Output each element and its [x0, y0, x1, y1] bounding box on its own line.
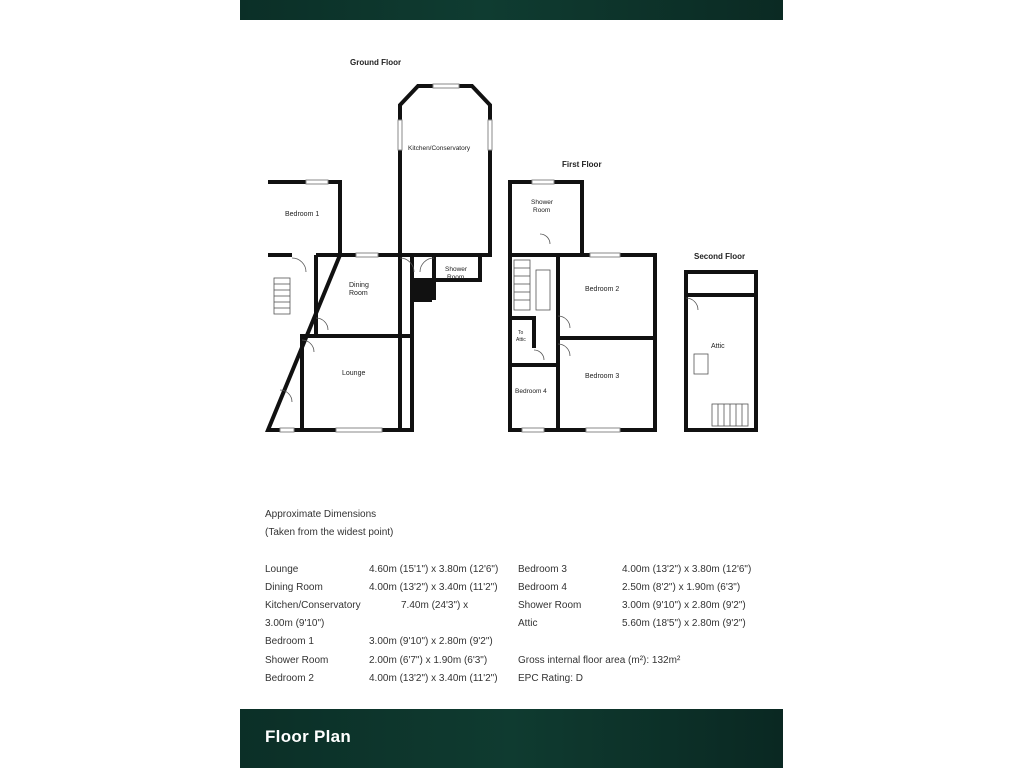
dim-left-name: Shower Room: [265, 655, 329, 666]
room-label-dining: Dining: [349, 282, 369, 289]
ground-floor-label: Ground Floor: [350, 58, 402, 67]
room-label-bedroom2: Bedroom 2: [585, 286, 620, 293]
room-label-to-attic-2: Attic: [516, 337, 526, 343]
dim-left-value: 7.40m (24'3") x: [401, 600, 469, 611]
room-label-attic: Attic: [711, 343, 725, 350]
dim-right-value: 3.00m (9'10") x 2.80m (9'2"): [622, 600, 746, 611]
dim-left-value: 3.00m (9'10") x 2.80m (9'2"): [369, 636, 493, 647]
first-floor-label: First Floor: [562, 160, 602, 169]
footer-banner: [240, 709, 783, 768]
dim-left-value: 4.00m (13'2") x 3.40m (11'2"): [369, 673, 498, 684]
dimensions-heading: Approximate Dimensions: [265, 509, 377, 520]
dim-left-value: 4.00m (13'2") x 3.40m (11'2"): [369, 582, 498, 593]
dim-left-value: 2.00m (6'7") x 1.90m (6'3"): [369, 655, 488, 666]
dim-right-name: Bedroom 3: [518, 564, 567, 575]
gross-internal-area: Gross internal floor area (m²): 132m²: [518, 655, 681, 666]
room-label-shower-ground: Shower: [445, 266, 468, 273]
dim-right-value: 5.60m (18'5") x 2.80m (9'2"): [622, 618, 746, 629]
plan-and-dimensions: [240, 0, 783, 700]
dim-left-name: Dining Room: [265, 582, 323, 593]
dim-right-value: 2.50m (8'2") x 1.90m (6'3"): [622, 582, 741, 593]
room-label-shower-first: Shower: [531, 199, 554, 206]
dim-left-name: Bedroom 2: [265, 673, 314, 684]
dimensions-subheading: (Taken from the widest point): [265, 527, 394, 538]
footer-title: Floor Plan: [265, 727, 352, 746]
room-label-lounge: Lounge: [342, 370, 366, 377]
room-label-shower-first-2: Room: [533, 207, 551, 214]
dim-right-name: Shower Room: [518, 600, 582, 611]
second-floor-label: Second Floor: [694, 252, 746, 261]
room-label-dining-2: Room: [349, 290, 368, 297]
room-label-kitchen: Kitchen/Conservatory: [408, 145, 471, 152]
dim-left-name: 3.00m (9'10"): [265, 618, 325, 629]
epc-rating: EPC Rating: D: [518, 673, 584, 684]
dim-left-name: Kitchen/Conservatory: [265, 600, 361, 611]
dim-left-name: Lounge: [265, 564, 299, 575]
room-label-to-attic: To: [518, 330, 524, 336]
room-label-bedroom3: Bedroom 3: [585, 373, 620, 380]
brochure-page: [240, 0, 783, 768]
dim-left-name: Bedroom 1: [265, 636, 314, 647]
dim-right-name: Attic: [518, 618, 538, 629]
room-label-bedroom1: Bedroom 1: [285, 211, 320, 218]
room-label-shower-ground-2: Room: [447, 274, 465, 281]
dim-right-value: 4.00m (13'2") x 3.80m (12'6"): [622, 564, 752, 575]
dim-left-value: 4.60m (15'1") x 3.80m (12'6"): [369, 564, 499, 575]
dim-right-name: Bedroom 4: [518, 582, 567, 593]
room-label-bedroom4: Bedroom 4: [515, 388, 547, 395]
